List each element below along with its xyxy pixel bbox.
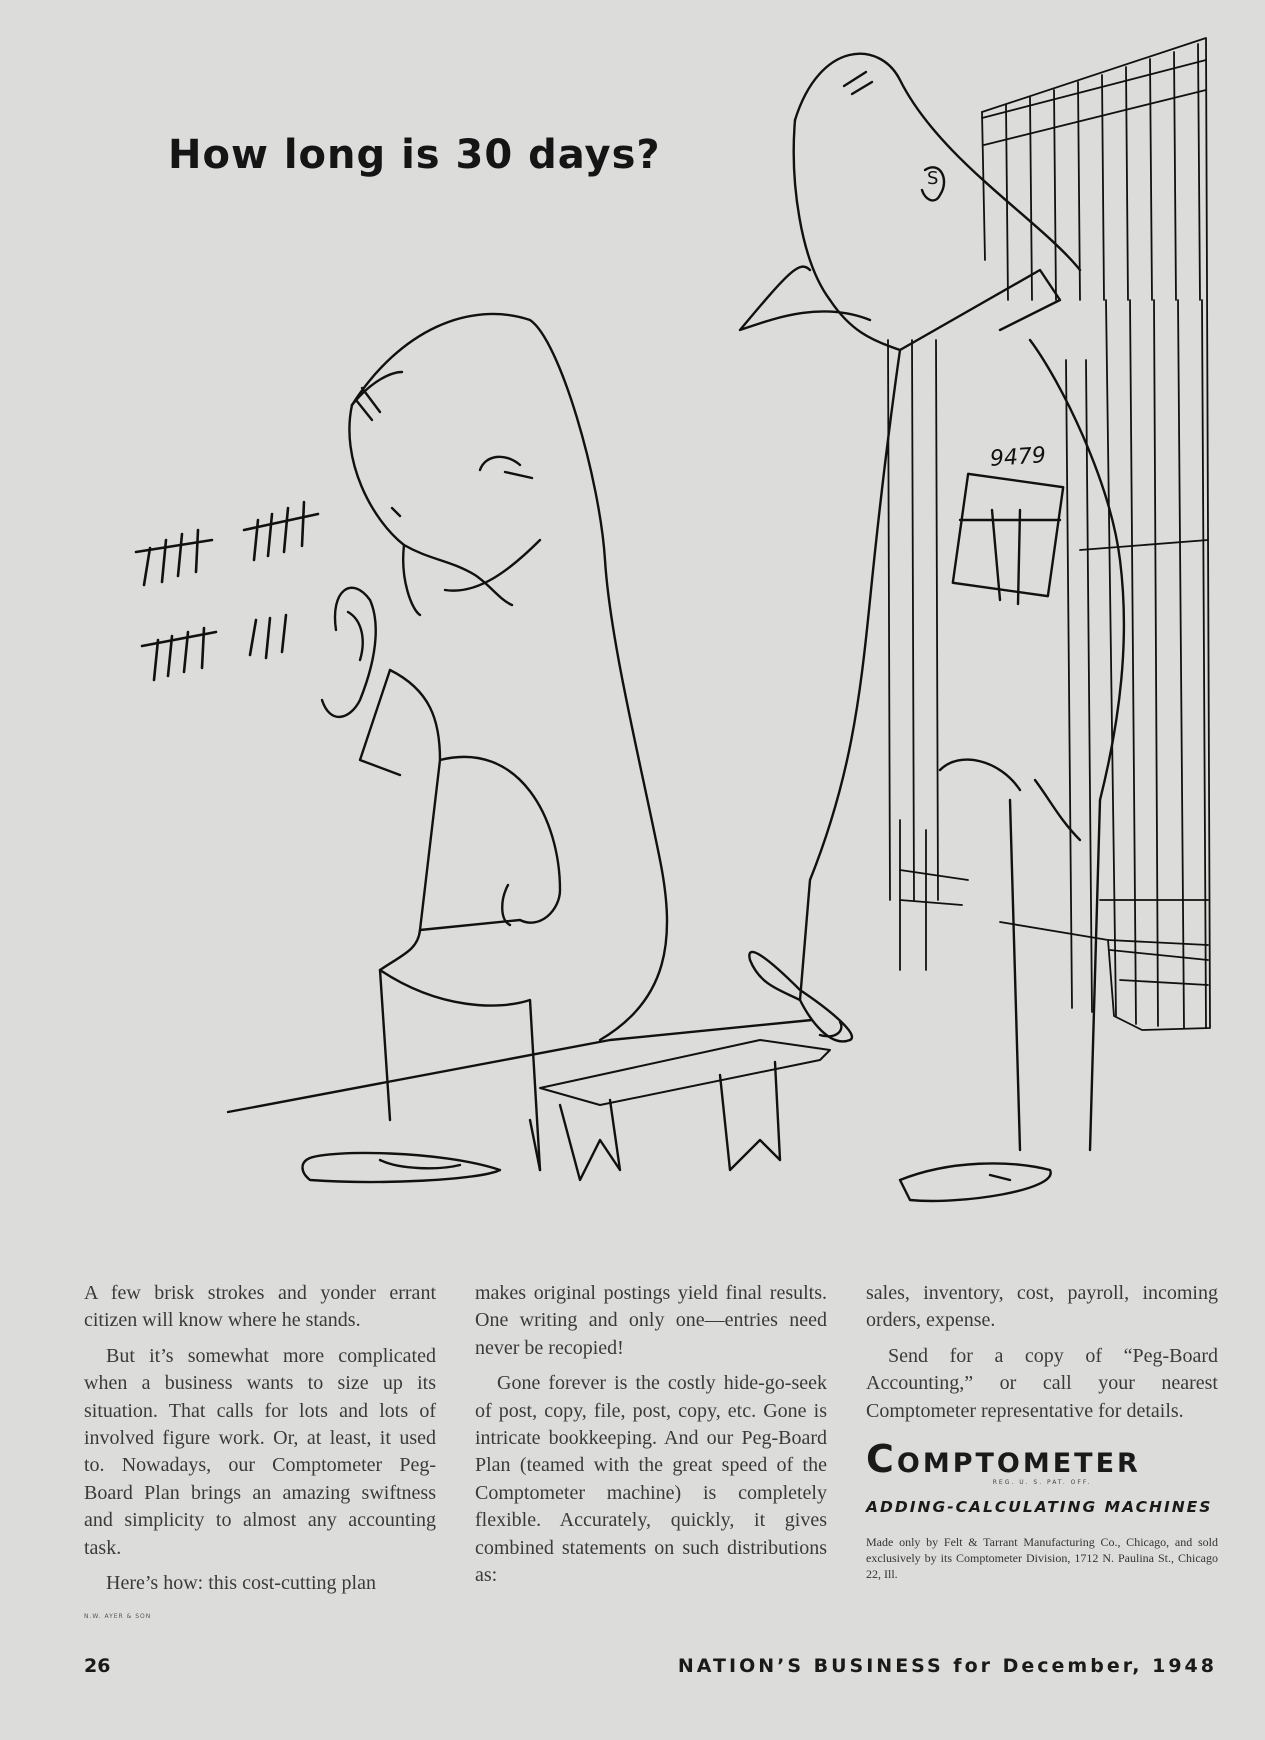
brand-block <box>866 1437 1218 1582</box>
body-column-3 <box>866 1280 1218 1433</box>
paragraph: Here’s how: this cost-cutting plan <box>106 1572 376 1595</box>
brand-tagline: ADDING-CALCULATING MACHINES <box>866 1498 1213 1516</box>
printer-credit: N.W. AYER & SON <box>84 1613 152 1621</box>
paragraph: sales, inventory, cost, payroll, incoming orders, expense. <box>866 1282 1218 1332</box>
headline: How long is 30 days? <box>168 132 661 178</box>
brand-logo: Comptometer <box>866 1437 1141 1481</box>
paragraph: makes original postings yield final results. One writing and only one—entries need never be recopied! <box>475 1282 827 1359</box>
badge-number: 9479 <box>989 443 1047 472</box>
paragraph: Send for a copy of “Peg-Board Accounting,” or call your nearest Comptometer representative for details. <box>866 1344 1218 1422</box>
page-number: 26 <box>84 1655 111 1677</box>
paragraph: But it’s somewhat more complicated when a business wants to size up its situation. That calls for lots and lots of involved figure work. Or, at least, it used to. Nowadays, our Comptometer Peg-Board Plan brings an amazing swiftness and simplicity to almost any accounting task. <box>84 1344 436 1559</box>
seated-prisoner <box>303 314 831 1182</box>
guard-badge <box>953 474 1063 596</box>
badge-initial: S <box>927 168 939 189</box>
standing-guard <box>740 54 1124 1201</box>
trademark-notice: REG. U. S. PAT. OFF. <box>992 1479 1092 1486</box>
body-column-2 <box>475 1280 827 1597</box>
paragraph: Gone forever is the costly hide-go-seek of post, copy, file, post, copy, etc. Gone is intricate bookkeeping. And our Peg-Board Plan (teamed with the great speed of the Comptometer machine) is completely flexible. Accurately, quickly, it gives combined statements on such distributions as: <box>475 1372 827 1587</box>
brand-address: Made only by Felt & Tarrant Manufacturing Co., Chicago, and sold exclusively by its Comptometer Division, 1712 N. Paulina St., Chicago 22, Ill. <box>866 1535 1218 1581</box>
tally-marks <box>136 502 318 680</box>
publication-line: NATION’S BUSINESS for December, 1948 <box>677 1655 1217 1677</box>
paragraph: A few brisk strokes and yonder errant citizen will know where he stands. <box>84 1282 436 1332</box>
body-column-1 <box>84 1280 436 1631</box>
floor-line <box>228 1020 812 1112</box>
